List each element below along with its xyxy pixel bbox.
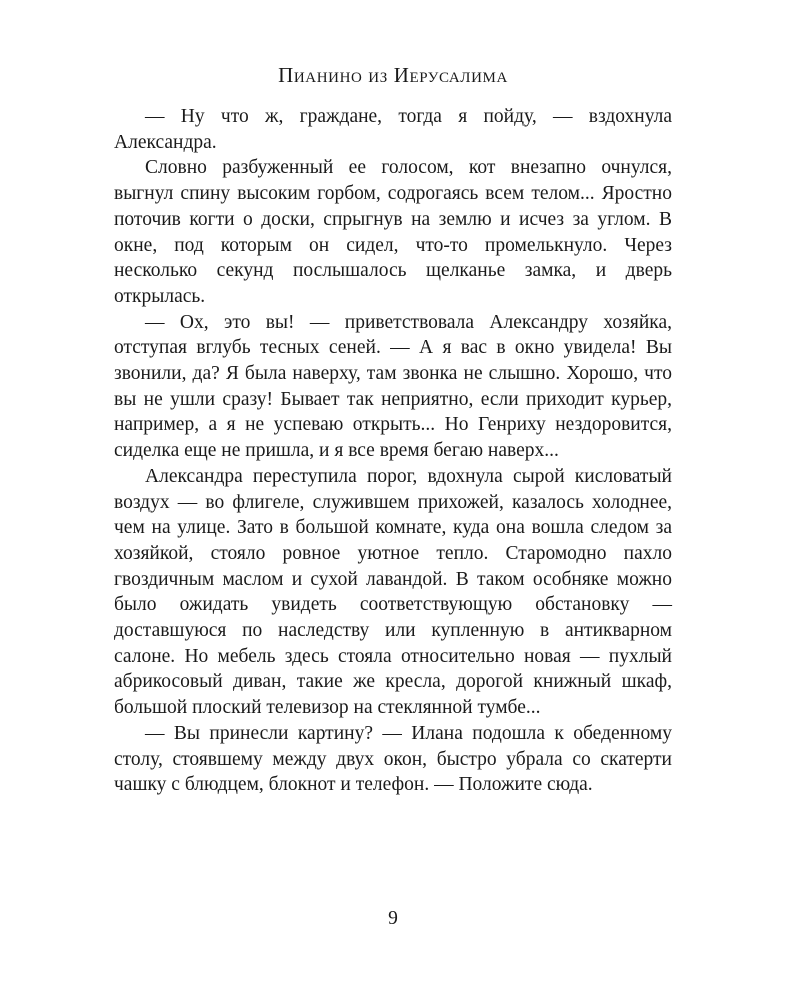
page-number: 9 <box>388 908 398 929</box>
paragraph-4: Александра переступила порог, вдохнула сырой кисловатый воздух — во флигеле, служившем прихожей, казалось холоднее, чем на улице. Зато в большой комнате, куда она вошла следом за хозяйкой, стояло ровное уютное тепло. Старомодно пахло гвоздичным маслом и сухой лавандой. В таком особняке можно было ожидать увидеть соответствующую обстановку — доставшуюся по наследству или купленную в антикварном салоне. Но мебель здесь стояла относительно новая — пухлый абрикосовый диван, такие же кресла, дорогой книжный шкаф, большой плоский телевизор на стеклянной тумбе... <box>114 465 672 719</box>
book-page <box>114 0 672 1000</box>
running-header-title: Пианино из Иерусалима <box>278 63 508 87</box>
paragraph-1: — Ну что ж, граждане, тогда я пойду, — вздохнула Александра. <box>114 106 672 153</box>
page-body-text <box>114 104 672 798</box>
paragraph-5: — Вы принесли картину? — Илана подошла к обеденному столу, стоявшему между двух окон, быстро убрала со скатерти чашку с блюдцем, блокнот и телефон. — Положите сюда. <box>114 722 672 796</box>
paragraph-2: Словно разбуженный ее голосом, кот внезапно очнулся, выгнул спину высоким горбом, содрогаясь всем телом... Яростно поточив когти о доски, спрыгнув на землю и исчез за углом. В окне, под которым он сидел, что-то промелькнуло. Через несколько секунд послышалось щелканье замка, и дверь открылась. <box>114 157 672 307</box>
paragraph-3: — Ох, это вы! — приветствовала Александру хозяйка, отступая вглубь тесных сеней. — А я вас в окно увидела! Вы звонили, да? Я была наверху, там звонка не слышно. Хорошо, что вы не ушли сразу! Бывает так неприятно, если приходит курьер, например, а я не успеваю открыть... Но Генриху нездоровится, сиделка еще не пришла, и я все время бегаю наверх... <box>114 311 672 462</box>
